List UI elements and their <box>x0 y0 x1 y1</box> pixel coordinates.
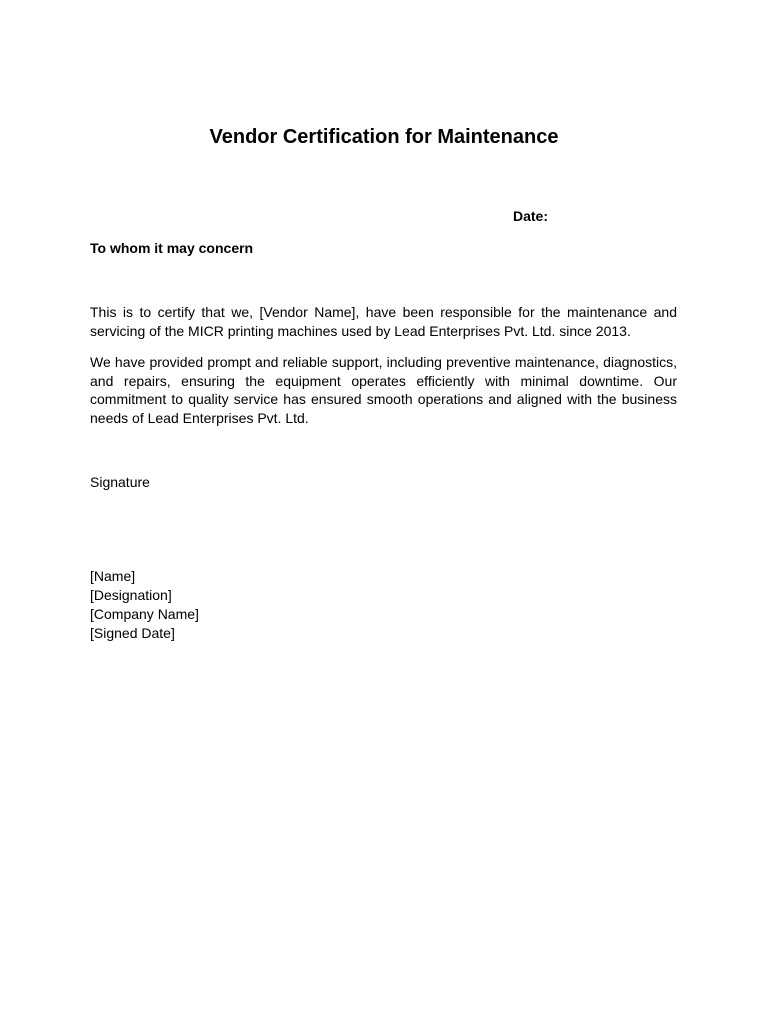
signed-date: [Signed Date] <box>90 625 175 641</box>
date-label: Date: <box>513 208 549 224</box>
certification-paragraph: This is to certify that we, [Vendor Name], have been responsible for the maintenance and servicing of the MICR printing machines used by Lead Enterprises Pvt. Ltd. since 2013. <box>90 304 677 339</box>
signatory-block <box>90 567 199 643</box>
document-title: Vendor Certification for Maintenance <box>209 126 559 148</box>
signatory-designation: [Designation] <box>90 587 172 603</box>
salutation: To whom it may concern <box>90 240 254 256</box>
signature-label: Signature <box>90 474 150 490</box>
signatory-company: [Company Name] <box>90 606 199 622</box>
support-paragraph: We have provided prompt and reliable support, including preventive maintenance, diagnostics, and repairs, ensuring the equipment operates efficiently with minimal downtime. Our commitment to quality service has ensured smooth operations and aligned with the business needs of Lead Enterprises Pvt. Ltd. <box>90 354 677 427</box>
signatory-name: [Name] <box>90 568 136 584</box>
